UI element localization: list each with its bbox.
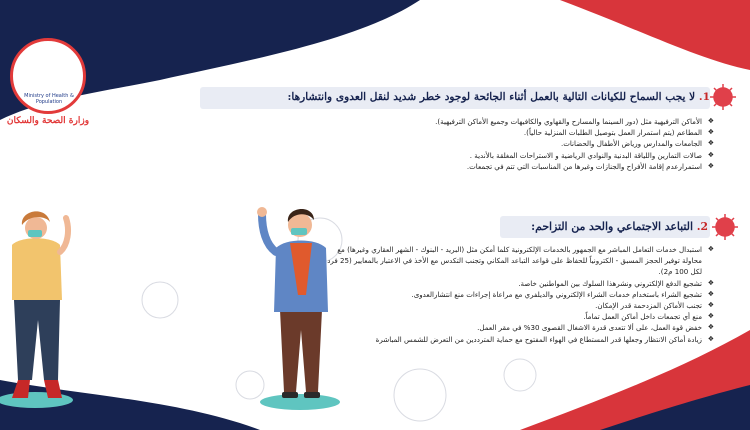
list-item: ❖ خفض قوة العمل، على ألا تتعدى قدرة الاشغال القصوى 30% في مقر العمل. (322, 322, 714, 333)
top-right-red-blob (560, 0, 750, 70)
section1-number: 1. (698, 91, 710, 103)
list-item: ❖ استبدال خدمات التعامل المباشر مع الجمهور بالخدمات الإلكترونية كلما أمكن مثل (البريد - البنوك - الشهر العقاري وغيرها) مع محاولة توفير الحجز المسبق - الكترونياً للحفاظ على قواعد التباعد المكاني وتجنب التكدس مع الأخذ في الاعتبار بالمعايير (25 فرد لكل 100 م2). (322, 244, 714, 278)
ministry-name-en: Ministry of Health & Population (24, 93, 74, 105)
list-item: ❖ صالات التمارين واللياقة البدنية والنوادي الرياضية و الاستراحات المغلقة بالأندية . (154, 150, 714, 161)
section2-list (322, 244, 714, 345)
list-item: ❖ الجامعات والمدارس ورياض الأطفال والحضانات. (154, 138, 714, 149)
virus-icon (712, 214, 738, 240)
ministry-logo (10, 38, 86, 114)
ministry-name-ar: وزارة الصحة والسكان (6, 116, 90, 126)
list-item: ❖ الأماكن الترفيهية مثل (دور السينما والمسارح والقهاوي والكافيهات وجميع الأماكن الترفيهية). (154, 116, 714, 127)
list-item: ❖ المطاعم (يتم استمرار العمل بتوصيل الطلبات المنزلية حالياً). (154, 127, 714, 138)
woman-illustration (0, 211, 73, 408)
list-item: ❖ تشجيع الشراء باستخدام خدمات الشراء الإلكتروني والديلفري مع مراعاة إجراءات منع انتشارالعدوى. (322, 289, 714, 300)
list-item: ❖ تجنب الأماكن المزدحمة قدر الإمكان. (322, 300, 714, 311)
list-item: ❖ زيادة أماكن الانتظار وجعلها قدر المستطاع في الهواء المفتوح مع حماية المترددين من التعرض للشمس المباشرة (322, 334, 714, 345)
section2-title (531, 220, 708, 233)
virus-icon (710, 84, 736, 110)
list-item: ❖ استمرارعدم إقامة الأفراح والجنازات وغيرها من المناسبات التي تتم في تجمعات. (154, 161, 714, 172)
section1-title-text: لا يجب السماح للكيانات التالية بالعمل أثناء الجائحة لوجود خطر شديد لنقل العدوى وانتشارها: (287, 91, 696, 103)
section1-list (154, 116, 714, 172)
list-item: ❖ تشجيع الدفع الإلكتروني ونشرهذا السلوك بين المواطنين خاصة. (322, 278, 714, 289)
section1-title (287, 91, 710, 103)
section2-title-text: التباعد الاجتماعي والحد من التزاحم: (531, 220, 693, 233)
section2-number: 2. (696, 220, 708, 233)
list-item: ❖ منع أي تجمعات داخل أماكن العمل تماماً. (322, 311, 714, 322)
